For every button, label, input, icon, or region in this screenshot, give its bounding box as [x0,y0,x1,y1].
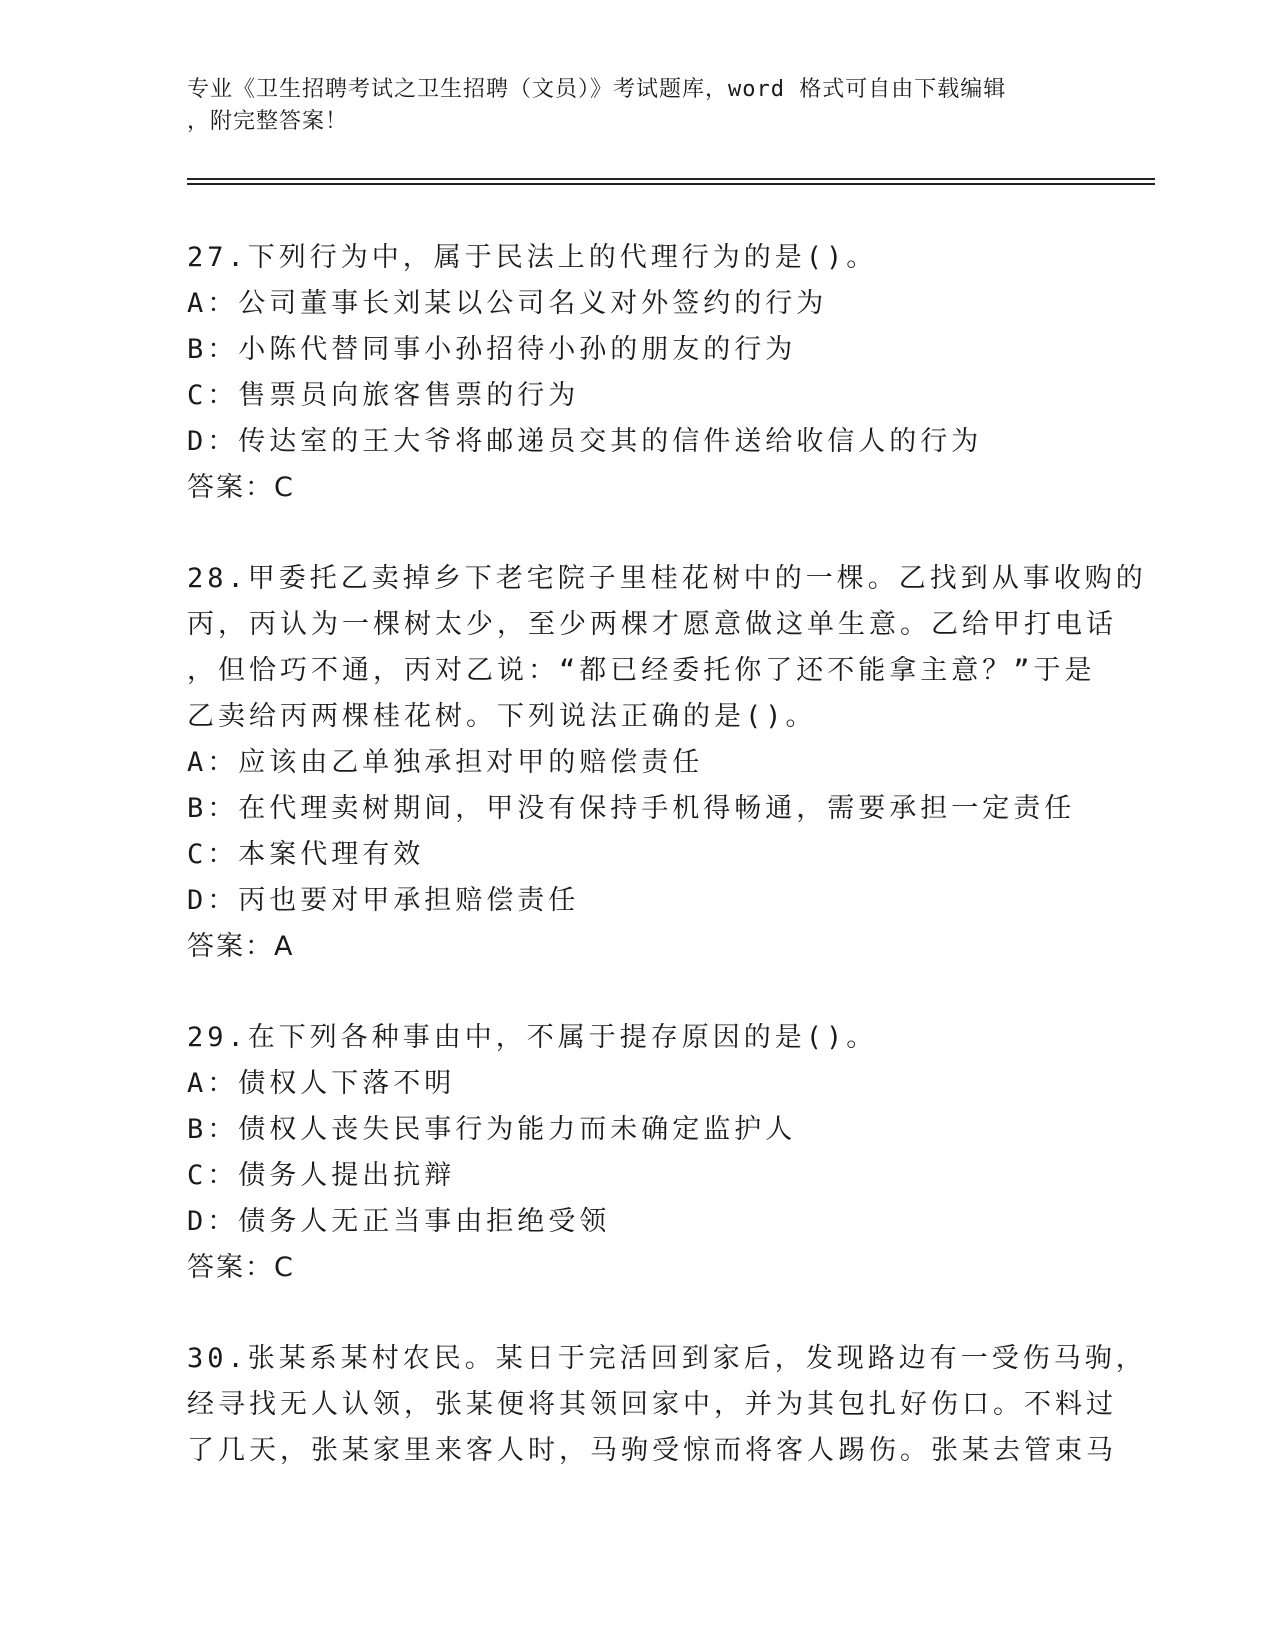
option-a: A：债权人下落不明 [187,1068,456,1099]
option-a: A：公司董事长刘某以公司名义对外签约的行为 [187,288,828,319]
document-header [187,74,1087,138]
option-c: C：本案代理有效 [187,839,425,870]
question-stem: 丙，丙认为一棵树太少，至少两棵才愿意做这单生意。乙给甲打电话 [187,609,1117,640]
option-b: B：小陈代替同事小孙招待小孙的朋友的行为 [187,334,797,365]
option-a: A：应该由乙单独承担对甲的赔偿责任 [187,747,704,778]
question-29 [187,1015,1147,1291]
option-c: C：债务人提出抗辩 [187,1160,456,1191]
header-divider-top [187,178,1155,180]
option-b: B：在代理卖树期间，甲没有保持手机得畅通，需要承担一定责任 [187,793,1076,824]
header-line-1: 专业《卫生招聘考试之卫生招聘（文员）》考试题库，word 格式可自由下载编辑 [187,77,1007,102]
question-stem: 28.甲委托乙卖掉乡下老宅院子里桂花树中的一棵。乙找到从事收购的 [187,563,1147,594]
question-30 [187,1336,1147,1474]
option-c: C：售票员向旅客售票的行为 [187,380,580,411]
question-27 [187,235,1147,511]
answer: 答案：A [187,931,295,962]
header-divider-bottom [187,183,1155,185]
header-line-2: ，附完整答案！ [187,109,349,134]
question-stem: 乙卖给丙两棵桂花树。下列说法正确的是()。 [187,701,817,732]
question-28 [187,556,1147,970]
question-stem: 经寻找无人认领，张某便将其领回家中，并为其包扎好伤口。不料过 [187,1389,1117,1420]
question-stem: 了几天，张某家里来客人时，马驹受惊而将客人踢伤。张某去管束马 [187,1435,1117,1466]
answer: 答案：C [187,1252,295,1283]
option-d: D：传达室的王大爷将邮递员交其的信件送给收信人的行为 [187,426,983,457]
answer: 答案：C [187,472,295,503]
question-stem: 27.下列行为中，属于民法上的代理行为的是()。 [187,242,878,273]
question-stem: 30.张某系某村农民。某日于完活回到家后，发现路边有一受伤马驹， [187,1343,1147,1374]
option-b: B：债权人丧失民事行为能力而未确定监护人 [187,1114,797,1145]
question-list [187,235,1147,1519]
option-d: D：丙也要对甲承担赔偿责任 [187,885,580,916]
option-d: D：债务人无正当事由拒绝受领 [187,1206,611,1237]
question-stem: ，但恰巧不通，丙对乙说：“都已经委托你了还不能拿主意？”于是 [187,655,1096,686]
question-stem: 29.在下列各种事由中，不属于提存原因的是()。 [187,1022,878,1053]
